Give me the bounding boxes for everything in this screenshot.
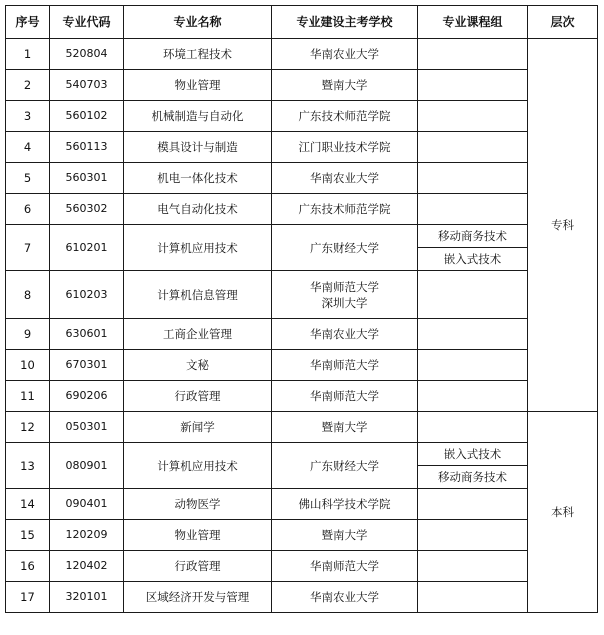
cell-level-benke: 本科 bbox=[528, 412, 598, 613]
header-name: 专业名称 bbox=[124, 6, 272, 39]
cell-code: 560302 bbox=[50, 194, 124, 225]
cell-name: 机械制造与自动化 bbox=[124, 101, 272, 132]
cell-no: 3 bbox=[6, 101, 50, 132]
cell-no: 9 bbox=[6, 319, 50, 350]
cell-name: 计算机应用技术 bbox=[124, 443, 272, 489]
cell-code: 670301 bbox=[50, 350, 124, 381]
cell-code: 120402 bbox=[50, 551, 124, 582]
cell-no: 17 bbox=[6, 582, 50, 613]
cell-school: 暨南大学 bbox=[272, 520, 418, 551]
cell-name: 行政管理 bbox=[124, 551, 272, 582]
table-row bbox=[6, 163, 598, 194]
cell-course-group bbox=[418, 489, 528, 520]
school-line: 华南师范大学 bbox=[310, 279, 379, 294]
cell-code: 090401 bbox=[50, 489, 124, 520]
cell-code: 690206 bbox=[50, 381, 124, 412]
cell-code: 050301 bbox=[50, 412, 124, 443]
cell-code: 610201 bbox=[50, 225, 124, 271]
cell-name: 动物医学 bbox=[124, 489, 272, 520]
cell-no: 4 bbox=[6, 132, 50, 163]
cell-course-group bbox=[418, 271, 528, 319]
header-no: 序号 bbox=[6, 6, 50, 39]
cell-course-group bbox=[418, 350, 528, 381]
cell-no: 11 bbox=[6, 381, 50, 412]
header-row bbox=[6, 6, 598, 39]
cell-name: 电气自动化技术 bbox=[124, 194, 272, 225]
cell-no: 2 bbox=[6, 70, 50, 101]
cell-school: 华南师范大学 bbox=[272, 350, 418, 381]
table-row bbox=[6, 132, 598, 163]
header-course-group: 专业课程组 bbox=[418, 6, 528, 39]
table-row bbox=[6, 551, 598, 582]
cell-name: 物业管理 bbox=[124, 70, 272, 101]
table-row bbox=[6, 350, 598, 381]
cell-school: 暨南大学 bbox=[272, 70, 418, 101]
cell-school: 广东财经大学 bbox=[272, 443, 418, 489]
cell-code: 120209 bbox=[50, 520, 124, 551]
cell-level-zhuanke: 专科 bbox=[528, 39, 598, 412]
cell-school: 华南农业大学 bbox=[272, 163, 418, 194]
table-row bbox=[6, 412, 598, 443]
cell-name: 区域经济开发与管理 bbox=[124, 582, 272, 613]
cell-course-group bbox=[418, 194, 528, 225]
header-level: 层次 bbox=[528, 6, 598, 39]
cell-school: 广东财经大学 bbox=[272, 225, 418, 271]
cell-code: 540703 bbox=[50, 70, 124, 101]
cell-code: 520804 bbox=[50, 39, 124, 70]
cell-no: 7 bbox=[6, 225, 50, 271]
cell-no: 8 bbox=[6, 271, 50, 319]
table-row bbox=[6, 225, 598, 248]
cell-code: 560301 bbox=[50, 163, 124, 194]
cell-name: 机电一体化技术 bbox=[124, 163, 272, 194]
cell-code: 630601 bbox=[50, 319, 124, 350]
table-row bbox=[6, 70, 598, 101]
cell-code: 320101 bbox=[50, 582, 124, 613]
cell-school: 暨南大学 bbox=[272, 412, 418, 443]
cell-course-group bbox=[418, 551, 528, 582]
cell-name: 计算机信息管理 bbox=[124, 271, 272, 319]
cell-no: 10 bbox=[6, 350, 50, 381]
table-row bbox=[6, 489, 598, 520]
cell-course-group bbox=[418, 412, 528, 443]
cell-school: 华南师范大学 bbox=[272, 551, 418, 582]
cell-course-group bbox=[418, 163, 528, 194]
cell-course-group bbox=[418, 381, 528, 412]
header-code: 专业代码 bbox=[50, 6, 124, 39]
school-line: 深圳大学 bbox=[321, 295, 368, 310]
cell-school: 华南师范大学 bbox=[272, 381, 418, 412]
table-row bbox=[6, 520, 598, 551]
cell-code: 560102 bbox=[50, 101, 124, 132]
major-table bbox=[5, 5, 598, 613]
cell-course-group: 嵌入式技术 bbox=[418, 443, 528, 466]
cell-name: 计算机应用技术 bbox=[124, 225, 272, 271]
cell-name: 行政管理 bbox=[124, 381, 272, 412]
table-row bbox=[6, 319, 598, 350]
table-row bbox=[6, 194, 598, 225]
table-row bbox=[6, 101, 598, 132]
cell-course-group: 移动商务技术 bbox=[418, 225, 528, 248]
cell-school: 华南农业大学 bbox=[272, 39, 418, 70]
cell-school: 江门职业技术学院 bbox=[272, 132, 418, 163]
cell-school: 佛山科学技术学院 bbox=[272, 489, 418, 520]
table-row bbox=[6, 443, 598, 466]
cell-course-group: 嵌入式技术 bbox=[418, 248, 528, 271]
cell-course-group bbox=[418, 39, 528, 70]
cell-course-group bbox=[418, 520, 528, 551]
cell-code: 080901 bbox=[50, 443, 124, 489]
cell-no: 15 bbox=[6, 520, 50, 551]
header-school: 专业建设主考学校 bbox=[272, 6, 418, 39]
cell-school: 华南农业大学 bbox=[272, 319, 418, 350]
cell-no: 14 bbox=[6, 489, 50, 520]
cell-course-group bbox=[418, 319, 528, 350]
cell-no: 6 bbox=[6, 194, 50, 225]
cell-course-group bbox=[418, 582, 528, 613]
table-row bbox=[6, 39, 598, 70]
cell-no: 12 bbox=[6, 412, 50, 443]
table-row bbox=[6, 271, 598, 319]
cell-course-group: 移动商务技术 bbox=[418, 466, 528, 489]
cell-name: 新闻学 bbox=[124, 412, 272, 443]
cell-name: 环境工程技术 bbox=[124, 39, 272, 70]
cell-name: 模具设计与制造 bbox=[124, 132, 272, 163]
cell-course-group bbox=[418, 101, 528, 132]
cell-school: 广东技术师范学院 bbox=[272, 194, 418, 225]
cell-no: 16 bbox=[6, 551, 50, 582]
cell-school bbox=[272, 271, 418, 319]
table-row bbox=[6, 582, 598, 613]
cell-code: 610203 bbox=[50, 271, 124, 319]
cell-no: 1 bbox=[6, 39, 50, 70]
cell-no: 5 bbox=[6, 163, 50, 194]
cell-course-group bbox=[418, 132, 528, 163]
cell-name: 工商企业管理 bbox=[124, 319, 272, 350]
cell-name: 物业管理 bbox=[124, 520, 272, 551]
cell-name: 文秘 bbox=[124, 350, 272, 381]
cell-code: 560113 bbox=[50, 132, 124, 163]
cell-no: 13 bbox=[6, 443, 50, 489]
table-row bbox=[6, 381, 598, 412]
cell-school: 华南农业大学 bbox=[272, 582, 418, 613]
cell-course-group bbox=[418, 70, 528, 101]
cell-school: 广东技术师范学院 bbox=[272, 101, 418, 132]
